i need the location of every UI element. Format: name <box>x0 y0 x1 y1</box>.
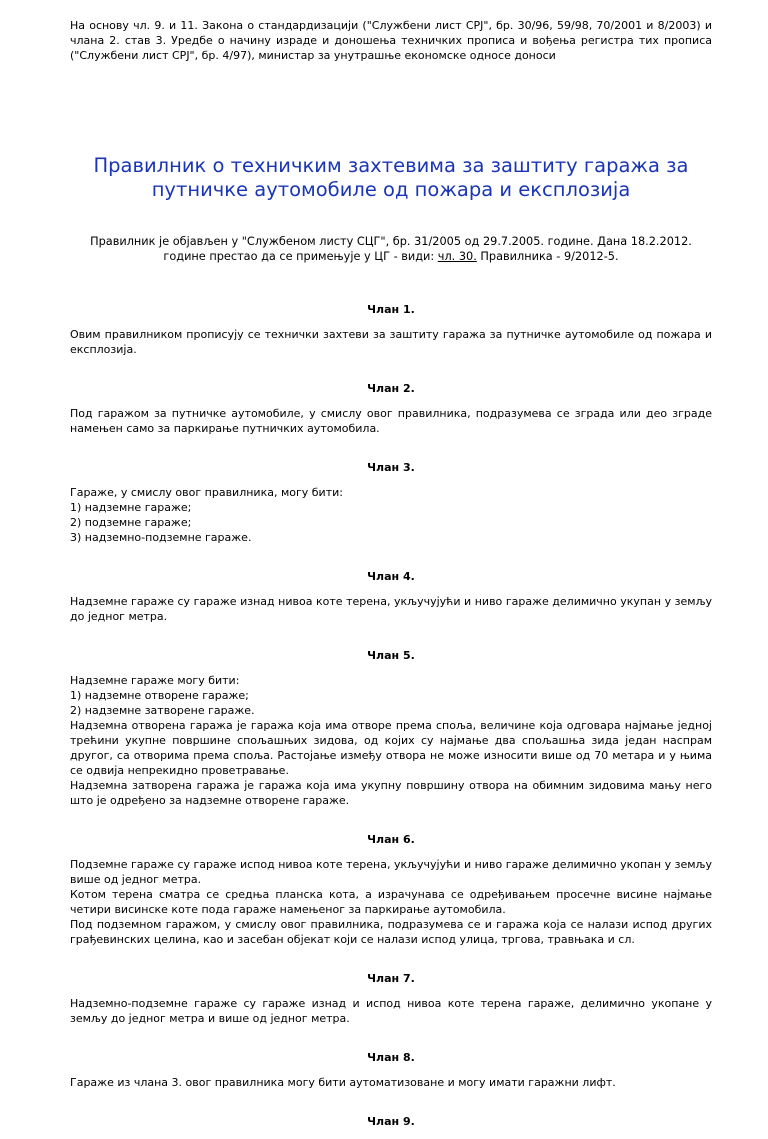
article-2 <box>70 381 712 436</box>
article-6 <box>70 832 712 947</box>
article-paragraph: Подземне гараже су гараже испод нивоа коте терена, укључујући и ниво гараже делимично укопан у земљу више од једног метра. <box>70 858 712 886</box>
document-page <box>70 18 712 1139</box>
article-heading: Члан 7. <box>367 972 415 985</box>
article-paragraph: Под подземном гаражом, у смислу овог правилника, подразумева се и гаража која се налази испод других грађевинских целина, као и засебан објекат који се налази испод улица, тргова, травњака и сл. <box>70 918 712 946</box>
preamble: На основу чл. 9. и 11. Закона о стандардизацији ("Службени лист СРЈ", бр. 30/96, 59/98, 70/2001 и 8/2003) и члана 2. став 3. Уредбе о начину израде и доношења техничких прописа и вођења регистра тих прописа ("Службени лист СРЈ", бр. 4/97), министар за унутрашње економске односе доноси <box>70 19 712 62</box>
article-30-link[interactable]: чл. 30. <box>437 250 477 263</box>
article-paragraph: Под гаражом за путничке аутомобиле, у смислу овог правилника, подразумева се зграда или део зграде намењен само за паркирање путничких аутомобила. <box>70 407 712 435</box>
article-paragraph: Надземне гараже су гараже изнад нивоа коте терена, укључујући и ниво гараже делимично укупан у земљу до једног метра. <box>70 595 712 623</box>
article-5 <box>70 648 712 808</box>
article-heading: Члан 6. <box>367 833 415 846</box>
publication-note-text: Правилник је објављен у "Службеном листу СЦГ", бр. 31/2005 од 29.7.2005. године. Дана 18.2.2012. године престао да се примењује у ЦГ - види: <box>90 235 692 263</box>
article-heading: Члан 1. <box>367 303 415 316</box>
document-title: Правилник о техничким захтевима за заштиту гаража за путничке аутомобиле од пожара и експлозија <box>93 154 689 201</box>
article-paragraph: Овим правилником прописују се технички захтеви за заштиту гаража за путничке аутомобиле од пожара и експлозија. <box>70 328 712 356</box>
article-heading: Члан 9. <box>367 1115 415 1128</box>
list-item: 1) надземне отворене гараже; <box>70 689 249 702</box>
article-heading: Члан 8. <box>367 1051 415 1064</box>
publication-note-suffix: Правилника - 9/2012-5. <box>476 250 619 263</box>
list-item: 1) надземне гараже; <box>70 501 192 514</box>
list-item: 3) надземно-подземне гараже. <box>70 531 252 544</box>
article-paragraph: Гараже, у смислу овог правилника, могу бити: <box>70 486 343 499</box>
article-heading: Члан 4. <box>367 570 415 583</box>
article-heading: Члан 3. <box>367 461 415 474</box>
list-item: 2) надземне затворене гараже. <box>70 704 255 717</box>
article-paragraph: Котом терена сматра се средња планска кота, а израчунава се одређивањем просечне висине најмање четири висинске коте пода гараже намењеног за паркирање аутомобила. <box>70 888 712 916</box>
publication-note <box>70 234 712 264</box>
article-9 <box>70 1114 712 1129</box>
list-item: 2) подземне гараже; <box>70 516 192 529</box>
article-7 <box>70 971 712 1026</box>
article-paragraph: Надземна отворена гаража је гаража која има отворе према споља, величине која одговара најмање једној трећини укупне површине спољашњих зидова, од којих су најмање два спољашња зида један наспрам другог, са отворима према споља. Растојање између отвора не може износити више од 70 метара и у њима се одвија непрекидно проветравање. <box>70 719 712 777</box>
article-3 <box>70 460 712 545</box>
article-heading: Члан 5. <box>367 649 415 662</box>
article-4 <box>70 569 712 624</box>
article-1 <box>70 302 712 357</box>
article-paragraph: Гараже из члана 3. овог правилника могу бити аутоматизоване и могу имати гаражни лифт. <box>70 1076 616 1089</box>
article-paragraph: Надземна затворена гаража је гаража која има укупну површину отвора на обимним зидовима мању него што је одређено за надземне отворене гараже. <box>70 779 712 807</box>
article-heading: Члан 2. <box>367 382 415 395</box>
article-8 <box>70 1050 712 1090</box>
article-paragraph: Надземне гараже могу бити: <box>70 674 240 687</box>
article-paragraph: Надземно-подземне гараже су гараже изнад и испод нивоа коте терена гараже, делимично укопане у земљу до једног метра и више од једног метра. <box>70 997 712 1025</box>
